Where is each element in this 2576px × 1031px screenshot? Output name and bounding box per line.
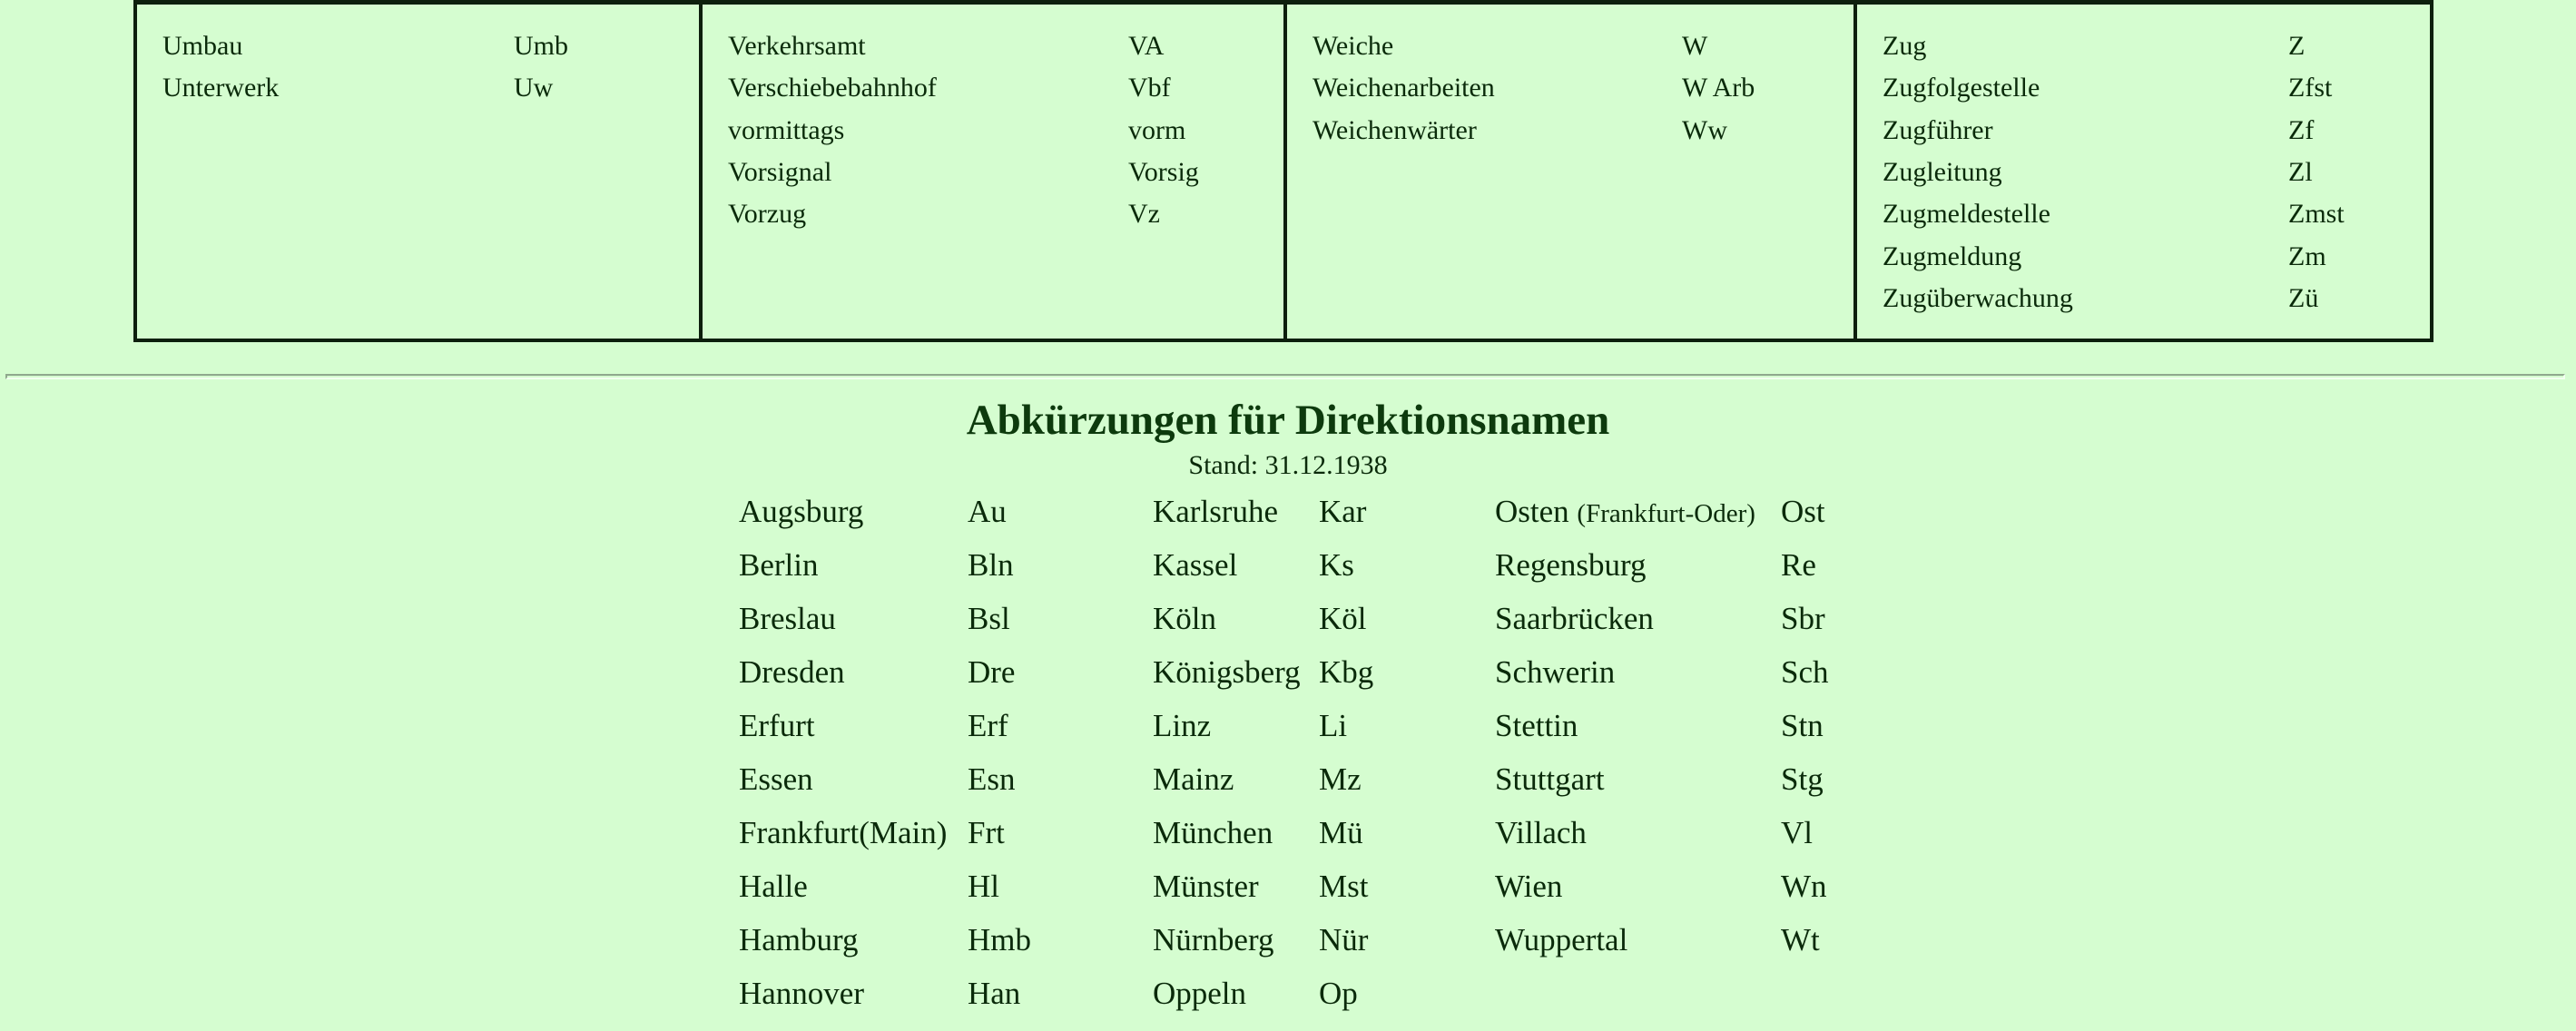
direction-name-text: Schwerin [1495,654,1616,690]
abbreviation-row [1287,67,1853,109]
direction-abbreviation: Frt [968,815,1005,850]
direction-abbreviation: Erf [968,708,1008,743]
direction-name-text: Breslau [739,601,836,636]
direction-name-text: Essen [739,761,813,797]
direction-name-text: Frankfurt(Main) [739,815,948,850]
abbreviation-short: Zfst [2288,73,2333,103]
abbreviation-row [1857,236,2430,278]
abbreviation-short: Zü [2288,282,2319,313]
direction-abbreviation: Bsl [968,601,1010,636]
direction-abbreviation: Li [1319,708,1348,743]
direction-abbreviation: Nür [1319,922,1369,957]
abbreviation-short: vorm [1128,114,1186,145]
direction-name-text: Nürnberg [1153,922,1274,957]
direction-abbreviation: Kbg [1319,654,1374,690]
direction-name [1495,859,1562,913]
direction-abbreviation: Op [1319,976,1358,1011]
abbreviation-table [133,0,2433,342]
abbreviation-term: Verkehrsamt [728,31,866,61]
abbreviation-short: Zm [2288,241,2326,271]
abbreviation-term: Unterwerk [162,73,280,103]
direction-name [739,859,808,913]
direction-abbreviation: Dre [968,654,1016,690]
direction-abbreviation: Re [1781,547,1816,583]
abbreviation-row [1857,25,2430,67]
direction-name [1495,538,1647,592]
direction-name-text: Erfurt [739,708,815,743]
direction-name-text: München [1153,815,1273,850]
direction-name-text: Kassel [1153,547,1238,583]
abbreviation-term: Zugfolgestelle [1883,73,2040,103]
abbreviation-row [703,25,1283,67]
abbreviation-column-v [703,5,1287,339]
direction-abbreviation: Stn [1781,708,1824,743]
direction-name [1495,485,1755,541]
direction-name-text: Münster [1153,869,1259,904]
abbreviation-term: Zugmeldestelle [1883,199,2050,230]
abbreviation-column-z [1857,5,2430,339]
direction-name [1495,752,1605,806]
abbreviation-term: Weichenarbeiten [1313,73,1495,103]
abbreviation-short: Ww [1682,114,1727,145]
direction-name [1153,645,1301,699]
horizontal-divider [5,374,2565,379]
direction-name-text: Regensburg [1495,547,1647,583]
abbreviation-term: Weiche [1313,31,1394,61]
abbreviation-short: Zl [2288,156,2313,187]
abbreviation-short: Vz [1128,199,1160,230]
direction-name [739,752,813,806]
abbreviation-row [1857,110,2430,152]
direction-abbreviation: Esn [968,761,1016,797]
abbreviation-short: Z [2288,31,2306,61]
abbreviation-row [1857,67,2430,109]
direction-name-text: Wuppertal [1495,922,1628,957]
direction-abbreviation: Vl [1781,815,1813,850]
direction-abbreviation: Ost [1781,494,1825,529]
direction-name [1153,913,1274,967]
direction-name [1153,859,1259,913]
abbreviation-row [1857,152,2430,193]
direction-abbreviation: Sch [1781,654,1829,690]
direction-abbreviation: Wn [1781,869,1827,904]
direction-abbreviation: Kar [1319,494,1367,529]
direction-name-text: Linz [1153,708,1212,743]
abbreviation-row [1287,25,1853,67]
abbreviation-row [703,67,1283,109]
direction-name-text: Berlin [739,547,819,583]
direction-name-text: Stuttgart [1495,761,1605,797]
direction-name-text: Hannover [739,976,865,1011]
abbreviation-row [703,152,1283,193]
direction-abbreviation: Han [968,976,1021,1011]
direction-name [1153,485,1278,538]
direction-abbreviation: Köl [1319,601,1367,636]
direction-abbreviation: Bln [968,547,1014,583]
direction-name [739,645,845,699]
direction-name [1153,699,1211,752]
direction-name-text: Osten [1495,494,1569,529]
abbreviation-column-w [1287,5,1857,339]
abbreviation-row [1287,110,1853,152]
direction-name [739,485,863,538]
abbreviation-short: Zmst [2288,199,2345,230]
direction-name-text: Wien [1495,869,1563,904]
direction-name-text: Augsburg [739,494,864,529]
abbreviation-row [703,110,1283,152]
abbreviation-term: Weichenwärter [1313,114,1477,145]
direction-abbreviation: Hmb [968,922,1031,957]
abbreviation-term: Umbau [162,31,243,61]
direction-abbreviation: Stg [1781,761,1824,797]
abbreviation-term: Verschiebebahnhof [728,73,937,103]
direction-name [1153,538,1237,592]
direction-name [1495,913,1627,967]
direction-name-text: Oppeln [1153,976,1247,1011]
abbreviation-term: Zugleitung [1883,156,2002,187]
direction-name-text: Mainz [1153,761,1234,797]
direction-name-text: Karlsruhe [1153,494,1279,529]
direction-name [1495,592,1654,645]
abbreviation-term: Zug [1883,31,1927,61]
direction-name [1153,806,1273,859]
abbreviation-short: Zf [2288,114,2315,145]
abbreviation-term: Vorsignal [728,156,832,187]
abbreviation-short: Vbf [1128,73,1171,103]
abbreviation-row [703,193,1283,235]
direction-name [1495,699,1578,752]
direction-name-text: Köln [1153,601,1216,636]
direction-abbreviation: Sbr [1781,601,1825,636]
abbreviation-short: W [1682,31,1708,61]
abbreviation-row [1857,193,2430,235]
abbreviation-short: VA [1128,31,1165,61]
abbreviation-term: Zugmeldung [1883,241,2022,271]
abbreviation-short: Vorsig [1128,156,1199,187]
abbreviation-term: Zugüberwachung [1883,282,2073,313]
direction-name [739,699,815,752]
direction-note: (Frankfurt-Oder) [1577,499,1755,528]
direction-name [1153,967,1246,1020]
direction-name-text: Saarbrücken [1495,601,1654,636]
direction-name [739,967,864,1020]
direction-name [1153,592,1216,645]
direction-name-text: Königsberg [1153,654,1301,690]
abbreviation-short: Umb [514,31,568,61]
direction-abbreviation: Hl [968,869,999,904]
section-title: Abkürzungen für Direktionsnamen [966,397,1610,444]
direction-name-text: Villach [1495,815,1587,850]
direction-name [1495,645,1615,699]
direction-name [1495,806,1587,859]
direction-name-text: Stettin [1495,708,1578,743]
abbreviation-short: Uw [514,73,554,103]
direction-name [739,538,818,592]
direction-abbreviation: Ks [1319,547,1354,583]
abbreviation-row [137,25,699,67]
direction-abbreviation: Au [968,494,1007,529]
section-subtitle: Stand: 31.12.1938 [1188,450,1388,480]
direction-name [739,592,836,645]
abbreviation-short: W Arb [1682,73,1755,103]
abbreviation-row [1857,278,2430,319]
direction-name [1153,752,1234,806]
direction-abbreviation: Mz [1319,761,1362,797]
direction-abbreviation: Mü [1319,815,1363,850]
abbreviation-term: vormittags [728,114,845,145]
abbreviation-term: Vorzug [728,199,807,230]
direction-abbreviation: Mst [1319,869,1369,904]
direction-abbreviation: Wt [1781,922,1820,957]
direction-name-text: Hamburg [739,922,859,957]
direction-name-text: Halle [739,869,808,904]
direction-name-text: Dresden [739,654,845,690]
direction-name [739,913,859,967]
abbreviation-row [137,67,699,109]
abbreviation-column-u [137,5,703,339]
direction-name [739,806,947,859]
abbreviation-term: Zugführer [1883,114,1993,145]
